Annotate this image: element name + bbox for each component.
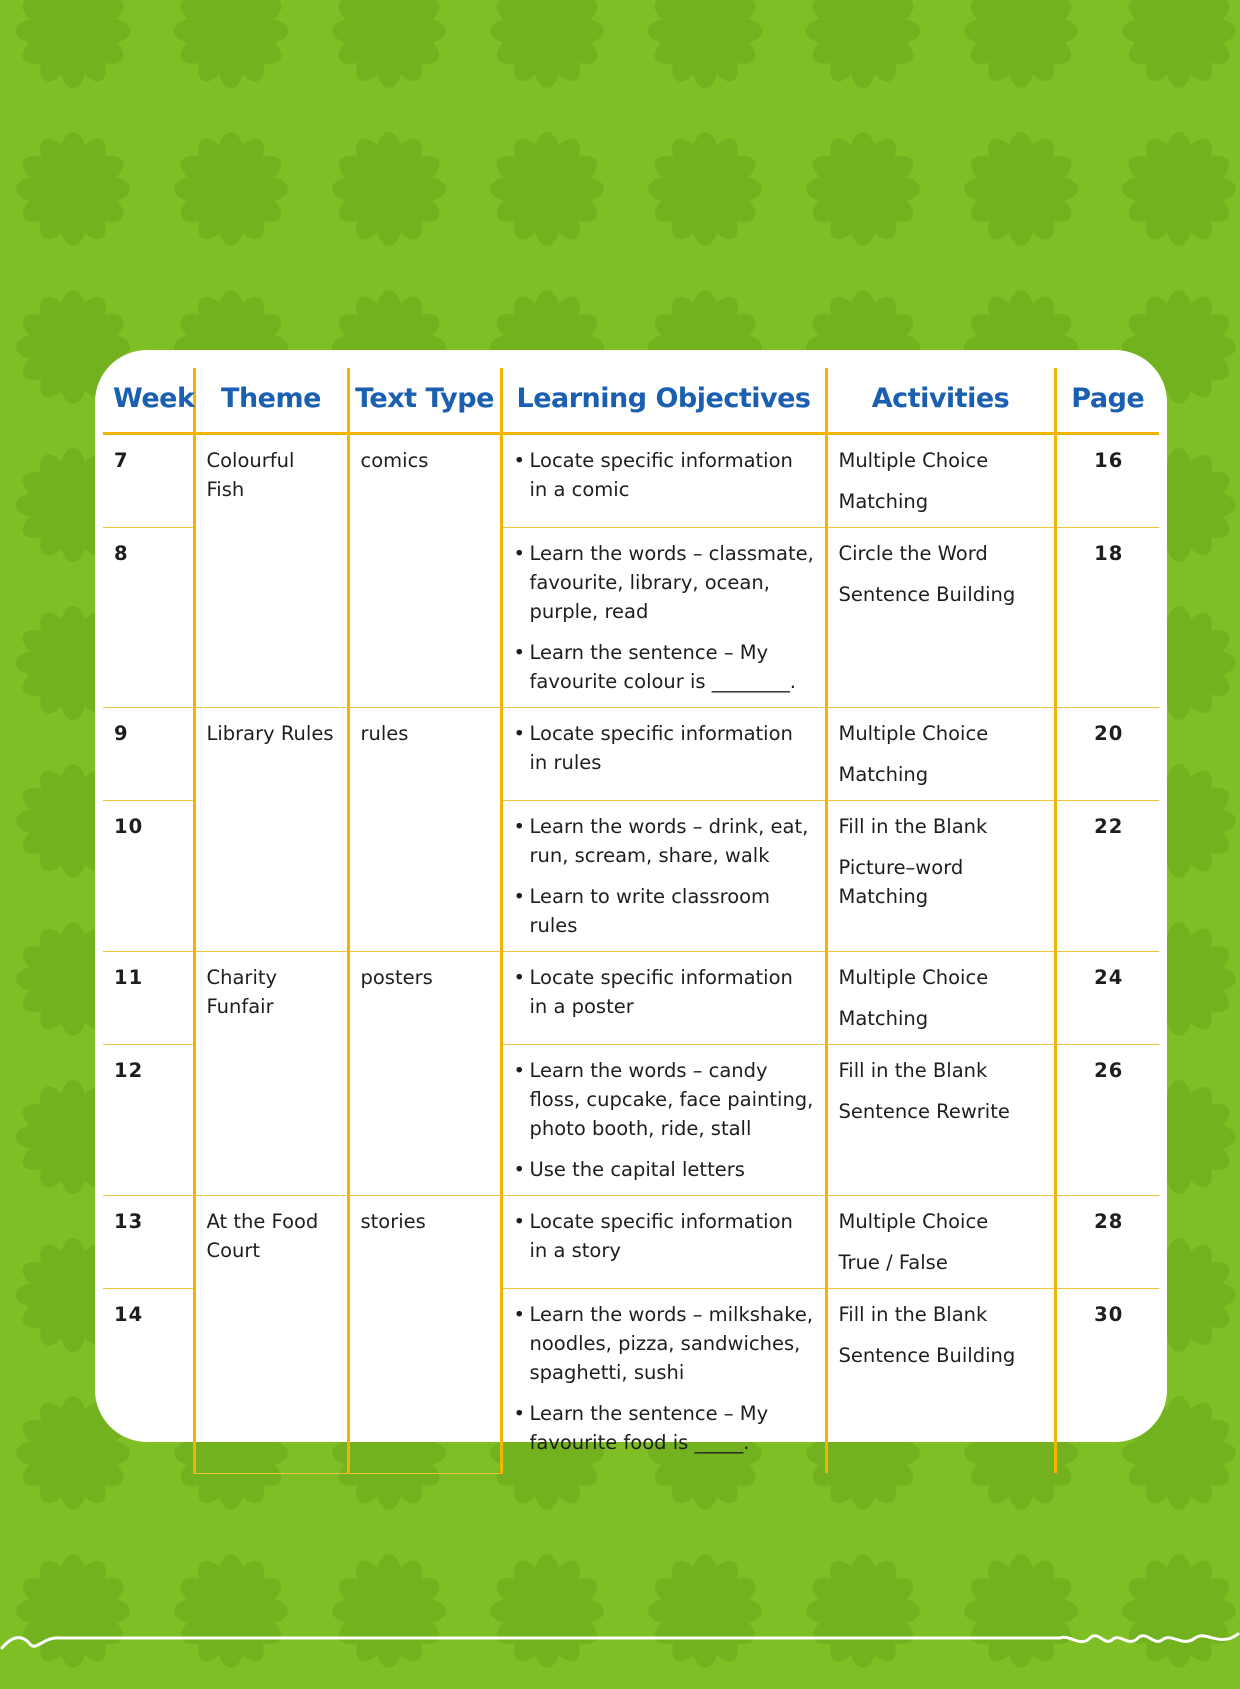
objectives-cell [501, 801, 826, 952]
page-number: 20 [1055, 708, 1159, 801]
text-type-cell: rules [348, 708, 501, 952]
activity-item: Multiple Choice [838, 449, 989, 472]
objective-item: • Learn the words – milkshake, noodles, pizza, sandwiches, spaghetti, sushi [514, 1300, 816, 1387]
week-number: 13 [103, 1196, 194, 1289]
activity-item: Fill in the Blank [838, 1059, 988, 1082]
objective-item: • Learn the words – classmate, favourite, library, ocean, purple, read [514, 539, 816, 626]
activities-cell [826, 528, 1055, 708]
header-row [103, 368, 1159, 434]
activities-cell [826, 434, 1055, 528]
theme-cell: Charity Funfair [194, 952, 348, 1196]
objective-item: • Learn the sentence – My favourite colour is ________. [514, 638, 816, 696]
objective-item: • Locate specific information in a poster [514, 963, 816, 1021]
activity-item: Multiple Choice [838, 1210, 989, 1233]
week-number: 10 [103, 801, 194, 952]
page-number: 30 [1094, 1303, 1124, 1326]
theme-cell: Library Rules [194, 708, 348, 952]
activities-cell [826, 1045, 1055, 1196]
week-number: 8 [103, 528, 194, 708]
theme-cell: Colourful Fish [194, 434, 348, 708]
theme-cell: At the Food Court [194, 1196, 348, 1474]
activity-item: Sentence Building [838, 1344, 1016, 1367]
header-theme: Theme [194, 368, 348, 434]
header-page: Page [1055, 368, 1159, 434]
activity-item: Matching [838, 763, 929, 786]
activities-cell [826, 1289, 1055, 1474]
objective-item: • Locate specific information in a story [514, 1207, 816, 1265]
objective-item: • Locate specific information in a comic [514, 446, 816, 504]
objective-item: • Learn the words – candy floss, cupcake, face painting, photo booth, ride, stall [514, 1056, 816, 1143]
page-number: 22 [1055, 801, 1159, 952]
header-text-type: Text Type [348, 368, 501, 434]
activity-item: Matching [838, 490, 929, 513]
page-number: 24 [1055, 952, 1159, 1045]
objectives-cell [501, 1045, 826, 1196]
header-learning-objectives: Learning Objectives [501, 368, 826, 434]
table-row [103, 434, 1159, 528]
text-type-cell: stories [348, 1196, 501, 1474]
activities-cell [826, 708, 1055, 801]
table-row [103, 1196, 1159, 1289]
table-row [103, 952, 1159, 1045]
decorative-squiggle-line [0, 1608, 1240, 1668]
activity-item: True / False [838, 1251, 948, 1274]
header-week: Week [103, 368, 194, 434]
activity-item: Multiple Choice [838, 966, 989, 989]
objectives-cell [501, 952, 826, 1045]
activities-cell [826, 1196, 1055, 1289]
page-number: 26 [1055, 1045, 1159, 1196]
week-number: 9 [103, 708, 194, 801]
text-type-cell: posters [348, 952, 501, 1196]
objective-item: • Use the capital letters [514, 1155, 816, 1184]
page-number: 28 [1055, 1196, 1159, 1289]
contents-table [103, 368, 1159, 1474]
activity-item: Circle the Word [838, 542, 988, 565]
objective-item: • Learn the words – drink, eat, run, scream, share, walk [514, 812, 816, 870]
week-number: 12 [103, 1045, 194, 1196]
text-type-cell: comics [348, 434, 501, 708]
week-number: 14 [103, 1289, 194, 1474]
week-number: 7 [103, 434, 194, 528]
objectives-cell [501, 528, 826, 708]
activity-item: Fill in the Blank [838, 815, 988, 838]
header-activities: Activities [826, 368, 1055, 434]
activity-item: Picture–word Matching [838, 856, 964, 908]
objective-item: • Locate specific information in rules [514, 719, 816, 777]
page-number: 18 [1055, 528, 1159, 708]
week-number: 11 [103, 952, 194, 1045]
objectives-cell [501, 1196, 826, 1289]
activities-cell [826, 801, 1055, 952]
contents-card [95, 350, 1167, 1454]
objective-item: • Learn the sentence – My favourite food is _____. [514, 1399, 816, 1457]
activity-item: Matching [838, 1007, 929, 1030]
objectives-cell [501, 1289, 826, 1474]
activity-item: Fill in the Blank [838, 1303, 988, 1326]
activity-item: Sentence Rewrite [838, 1100, 1010, 1123]
activity-item: Multiple Choice [838, 722, 989, 745]
activity-item: Sentence Building [838, 583, 1016, 606]
objectives-cell [501, 434, 826, 528]
page-number: 16 [1055, 434, 1159, 528]
activities-cell [826, 952, 1055, 1045]
objectives-cell [501, 708, 826, 801]
objective-item: • Learn to write classroom rules [514, 882, 816, 940]
table-row [103, 708, 1159, 801]
